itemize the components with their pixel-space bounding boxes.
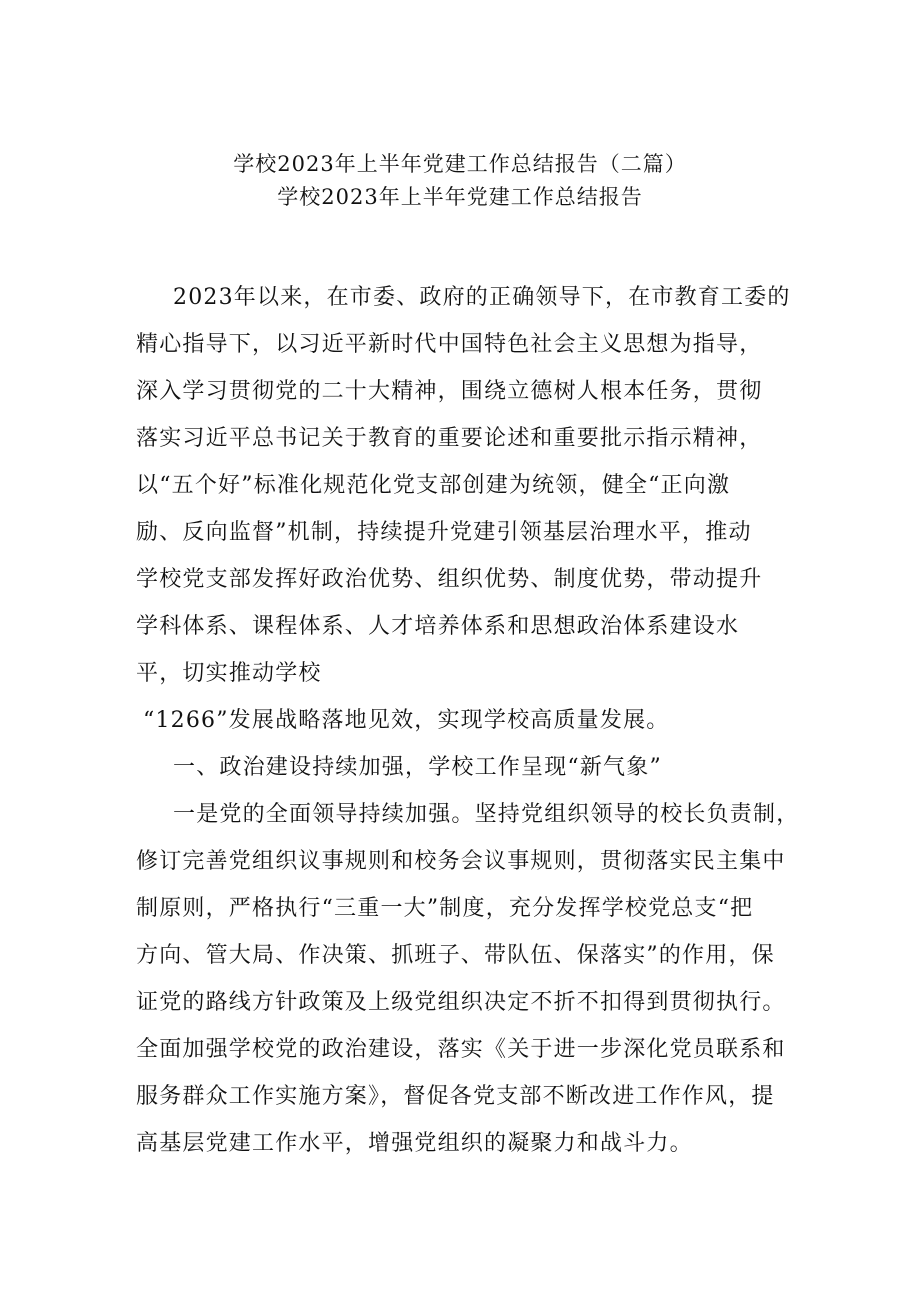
paragraph-line: “1266”发展战略落地见效，实现学校高质量发展。 (143, 708, 670, 733)
paragraph-line: 以“五个好”标准化规范化党支部创建为统领，健全“正向激 (136, 473, 731, 498)
paragraph-line: 精心指导下，以习近平新时代中国特色社会主义思想为指导， (136, 332, 763, 357)
paragraph-line: 一是党的全面领导持续加强。坚持党组织领导的校长负责制， (173, 802, 800, 827)
section-heading: 一、政治建设持续加强，学校工作呈现“新气象” (173, 755, 662, 780)
paragraph-line: 学校党支部发挥好政治优势、组织优势、制度优势，带动提升 (136, 567, 763, 592)
document-title: 学校2023年上半年党建工作总结报告（二篇） (233, 152, 687, 176)
paragraph-line: 深入学习贯彻党的二十大精神，围绕立德树人根本任务，贯彻 (136, 379, 763, 404)
document-subtitle: 学校2023年上半年党建工作总结报告 (277, 185, 643, 209)
paragraph-line: 2023年以来，在市委、政府的正确领导下，在市教育工委的 (173, 285, 791, 310)
paragraph-line: 服务群众工作实施方案》，督促各党支部不断改进工作作风，提 (136, 1084, 775, 1109)
paragraph-line: 励、反向监督”机制，持续提升党建引领基层治理水平，推动 (136, 520, 752, 545)
paragraph-line: 全面加强学校党的政治建设，落实《关于进一步深化党员联系和 (136, 1037, 786, 1062)
paragraph-line: 证党的路线方针政策及上级党组织决定不折不扣得到贯彻执行。 (136, 990, 786, 1015)
paragraph-line: 修订完善党组织议事规则和校务会议事规则，贯彻落实民主集中 (136, 849, 786, 874)
paragraph-line: 制原则，严格执行“三重一大”制度，充分发挥学校党总支“把 (136, 896, 754, 921)
paragraph-line: 学科体系、课程体系、人才培养体系和思想政治体系建设水 (136, 614, 740, 639)
paragraph-line: 高基层党建工作水平，增强党组织的凝聚力和战斗力。 (136, 1131, 693, 1156)
paragraph-line: 方向、管大局、作决策、抓班子、带队伍、保落实”的作用，保 (136, 943, 775, 968)
paragraph-line: 落实习近平总书记关于教育的重要论述和重要批示指示精神， (136, 426, 763, 451)
paragraph-line: 平，切实推动学校 (136, 661, 322, 686)
